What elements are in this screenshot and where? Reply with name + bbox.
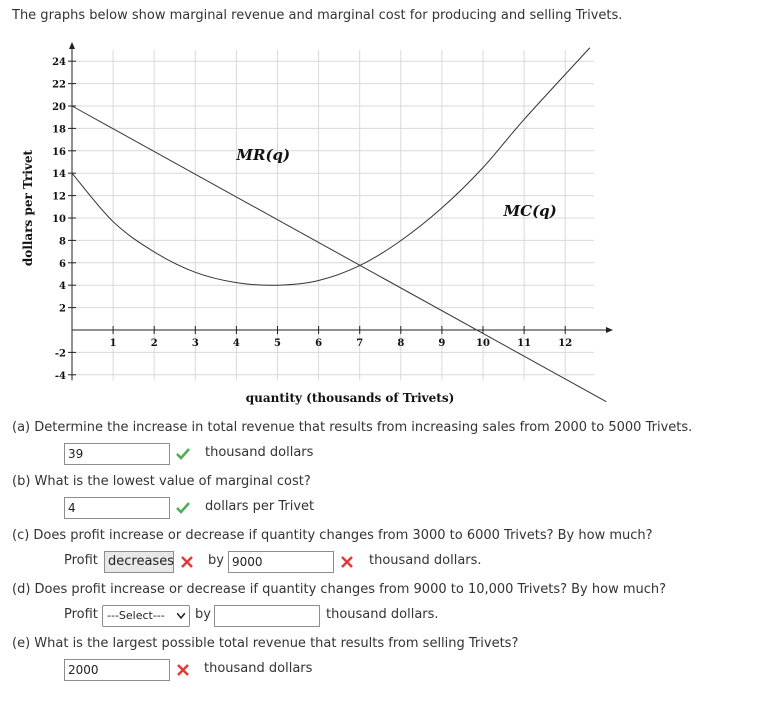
question-a-text: (a) Determine the increase in total revenue that results from increasing sales from 2000 to 5000 Trivets. — [12, 420, 693, 435]
x-tick-label: 8 — [397, 338, 405, 349]
profit-label-c: Profit — [64, 553, 98, 568]
x-tick-label: 5 — [274, 338, 281, 349]
y-axis-label: dollars per Trivet — [21, 149, 35, 267]
y-tick-label: 18 — [52, 124, 66, 136]
y-axis-arrow — [69, 42, 75, 49]
question-d-text: (d) Does profit increase or decrease if quantity changes from 9000 to 10,000 Trivets? By how much? — [12, 582, 667, 597]
y-tick-label: 4 — [59, 281, 66, 293]
answer-a-input[interactable]: 39 — [64, 443, 170, 465]
y-tick-label: -4 — [54, 370, 66, 382]
x-mark-icon — [176, 663, 190, 677]
x-tick-label: 12 — [558, 338, 573, 349]
x-tick-label: 1 — [109, 338, 117, 349]
answer-d-input[interactable] — [214, 605, 320, 627]
answer-d-unit: thousand dollars. — [326, 607, 439, 622]
y-tick-label: 12 — [52, 191, 66, 203]
answer-e-unit: thousand dollars — [204, 661, 313, 676]
question-c-text: (c) Does profit increase or decrease if quantity changes from 3000 to 6000 Trivets? By how much? — [12, 528, 653, 543]
x-tick-label: 3 — [191, 338, 199, 349]
question-e-text: (e) What is the largest possible total revenue that results from selling Trivets? — [12, 636, 519, 651]
y-tick-label: 20 — [52, 102, 66, 113]
answer-c-unit: thousand dollars. — [369, 553, 482, 568]
answer-a-unit: thousand dollars — [205, 445, 314, 460]
x-axis-arrow — [606, 327, 613, 333]
x-tick-label: 7 — [356, 338, 364, 349]
x-tick-label: 6 — [315, 338, 323, 349]
select-value: ---Select--- — [107, 609, 165, 622]
y-tick-label: 14 — [52, 169, 66, 181]
x-tick-label: 11 — [517, 338, 532, 349]
y-tick-label: 6 — [59, 258, 66, 270]
x-mark-icon — [180, 555, 194, 569]
y-tick-label: 10 — [52, 214, 66, 225]
mc-series-label: MC(q) — [503, 201, 557, 220]
profit-label-d: Profit — [64, 607, 98, 622]
x-tick-label: 4 — [232, 338, 240, 349]
x-mark-icon — [340, 555, 354, 569]
mr-series-label: MR(q) — [236, 145, 291, 164]
y-tick-label: -2 — [54, 348, 66, 360]
profit-direction-c[interactable]: decreases — [104, 551, 174, 573]
answer-e-input[interactable]: 2000 — [64, 659, 170, 681]
check-icon — [176, 501, 190, 515]
profit-direction-select[interactable] — [102, 605, 190, 627]
x-axis-label: quantity (thousands of Trivets) — [245, 391, 455, 405]
answer-b-unit: dollars per Trivet — [205, 499, 315, 514]
x-tick-label: 9 — [438, 338, 446, 349]
y-tick-label: 2 — [59, 303, 66, 315]
question-b-text: (b) What is the lowest value of marginal cost? — [12, 474, 311, 489]
answer-c-input[interactable]: 9000 — [228, 551, 334, 573]
answer-b-input[interactable]: 4 — [64, 497, 170, 519]
check-icon — [176, 447, 190, 461]
y-tick-label: 24 — [52, 57, 66, 69]
by-label-c: by — [208, 553, 224, 568]
y-tick-label: 8 — [59, 236, 66, 248]
by-label-d: by — [195, 607, 211, 622]
y-tick-label: 16 — [52, 146, 66, 158]
problem-intro: The graphs below show marginal revenue and marginal cost for producing and selling Trivets. — [12, 8, 623, 23]
x-tick-label: 10 — [476, 338, 490, 349]
chevron-down-icon — [177, 613, 185, 619]
x-tick-label: 2 — [150, 338, 158, 349]
y-tick-label: 22 — [52, 79, 66, 91]
